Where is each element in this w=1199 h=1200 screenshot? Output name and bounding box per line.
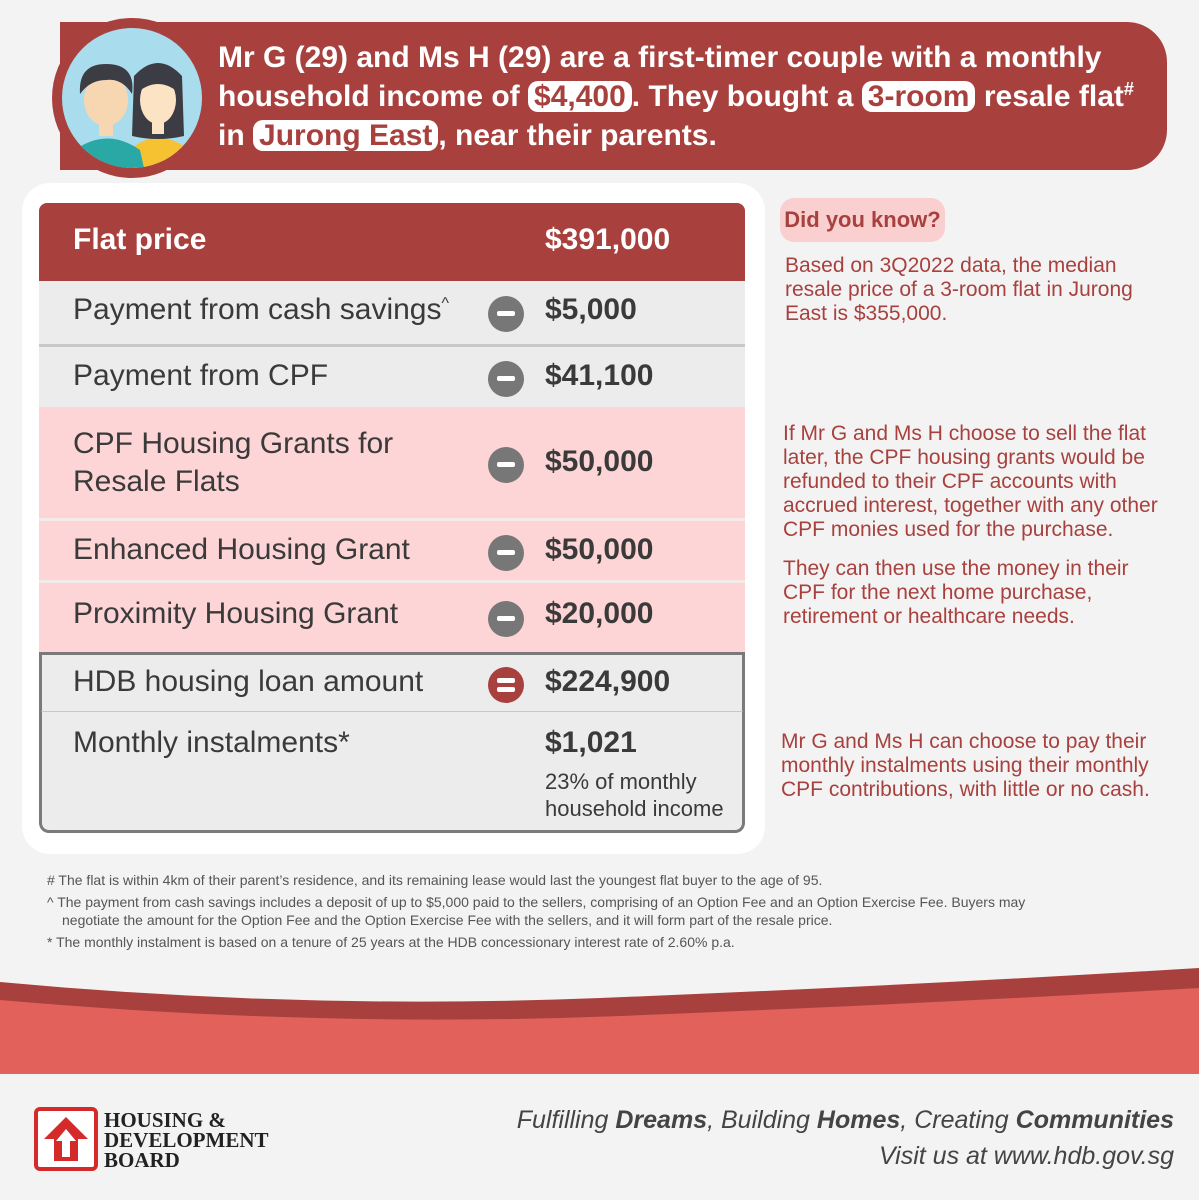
- flat-price-row: [39, 203, 745, 281]
- instalment-payment-note: [781, 730, 1150, 802]
- cpf-label: Payment from CPF: [73, 359, 329, 392]
- tag-part: Communities: [1015, 1106, 1174, 1134]
- cpf-usage-note: [783, 557, 1129, 629]
- note-line: If Mr G and Ms H choose to sell the flat: [783, 422, 1146, 445]
- scenario-line-1: Mr G (29) and Ms H (29) are a first-timer couple with a monthly: [218, 41, 1102, 74]
- text-fragment: , near their parents.: [438, 119, 717, 152]
- enhanced-grant-value: $50,000: [545, 533, 654, 566]
- note-line: CPF for the next home purchase,: [783, 581, 1093, 604]
- flat-price-value: $391,000: [545, 223, 671, 256]
- did-you-know-badge: Did you know?: [780, 198, 945, 242]
- housing-loan-value: $224,900: [545, 665, 671, 698]
- tag-part: Homes: [816, 1106, 901, 1134]
- footnote-line: ^ The payment from cash savings includes a deposit of up to $5,000 paid to the sellers, comprising of an Option Fee and an Option Exercise Fee. Buyers may: [47, 894, 1026, 910]
- grant-refund-note: [783, 422, 1158, 542]
- note-line: CPF monies used for the purchase.: [783, 518, 1114, 541]
- label-line: CPF Housing Grants for: [73, 427, 394, 460]
- org-name: [104, 1110, 269, 1170]
- monthly-instalment-label: Monthly instalments*: [73, 726, 350, 759]
- note-line: East is $355,000.: [785, 302, 948, 325]
- text-fragment: in: [218, 119, 245, 152]
- decorative-waves: [0, 960, 1199, 1080]
- footnote-caret: [47, 893, 1025, 929]
- note-line: Mr G and Ms H can choose to pay their: [781, 730, 1147, 753]
- scenario-line-2: [218, 77, 1158, 116]
- text-fragment: . They bought a: [631, 80, 854, 113]
- note-line: refunded to their CPF accounts with: [783, 470, 1117, 493]
- note-line: resale price of a 3-room flat in Jurong: [785, 278, 1133, 301]
- housing-loan-label: HDB housing loan amount: [73, 665, 424, 698]
- enhanced-grant-label: Enhanced Housing Grant: [73, 533, 410, 566]
- text-fragment: resale flat: [983, 80, 1124, 113]
- monthly-instalment-row: [39, 712, 745, 833]
- scenario-line-3: [218, 116, 1158, 155]
- tag-part: Fulfilling: [516, 1106, 609, 1134]
- cpf-grants-value: $50,000: [545, 445, 654, 478]
- minus-icon: [488, 447, 524, 483]
- monthly-instalment-value: $1,021: [545, 726, 637, 759]
- org-line: BOARD: [104, 1148, 180, 1172]
- equals-icon: [488, 667, 524, 703]
- flat-type-highlight: 3-room: [862, 81, 976, 112]
- hash-mark: #: [1123, 79, 1134, 99]
- minus-icon: [488, 535, 524, 571]
- footnote-line: negotiate the amount for the Option Fee and the Option Exercise Fee with the sellers, and it will form part of the resale price.: [62, 912, 833, 928]
- note-line: household income: [545, 796, 724, 821]
- enhanced-grant-row: [39, 521, 745, 583]
- text-fragment: household income of: [218, 80, 520, 113]
- note-line: CPF contributions, with little or no cash.: [781, 778, 1150, 801]
- cpf-value: $41,100: [545, 359, 654, 392]
- tag-part: , Creating: [900, 1106, 1009, 1134]
- minus-icon: [488, 296, 524, 332]
- org-line: DEVELOPMENT: [104, 1128, 269, 1152]
- instalment-income-note: [545, 768, 745, 822]
- flat-price-label: Flat price: [73, 223, 207, 256]
- website-link[interactable]: Visit us at www.hdb.gov.sg: [878, 1142, 1174, 1170]
- minus-icon: [488, 601, 524, 637]
- caret-mark: ^: [441, 295, 449, 312]
- cpf-grants-row: [39, 407, 745, 521]
- housing-loan-row: [39, 652, 745, 714]
- note-line: 23% of monthly: [545, 769, 697, 794]
- median-price-note: [785, 254, 1133, 326]
- proximity-grant-label: Proximity Housing Grant: [73, 597, 399, 630]
- cash-savings-text: Payment from cash savings: [73, 293, 442, 326]
- scenario-text: [218, 38, 1158, 155]
- note-line: monthly instalments using their monthly: [781, 754, 1149, 777]
- proximity-grant-row: [39, 583, 745, 652]
- tag-part: Dreams: [615, 1106, 708, 1134]
- note-line: accrued interest, together with any other: [783, 494, 1158, 517]
- note-line: Based on 3Q2022 data, the median: [785, 254, 1117, 277]
- proximity-grant-value: $20,000: [545, 597, 654, 630]
- note-line: They can then use the money in their: [783, 557, 1129, 580]
- breakdown-table: [39, 203, 745, 833]
- town-highlight: Jurong East: [253, 120, 438, 151]
- footnote-star: * The monthly instalment is based on a tenure of 25 years at the HDB concessionary interest rate of 2.60% p.a.: [47, 934, 735, 950]
- cpf-row: [39, 347, 745, 407]
- income-highlight: $4,400: [528, 81, 632, 112]
- couple-avatar-icon: [62, 28, 202, 168]
- note-line: later, the CPF housing grants would be: [783, 446, 1145, 469]
- org-line: HOUSING &: [104, 1108, 226, 1132]
- minus-icon: [488, 361, 524, 397]
- tagline: [517, 1106, 1174, 1135]
- note-line: retirement or healthcare needs.: [783, 605, 1075, 628]
- hdb-logo-icon: [34, 1107, 98, 1171]
- cpf-grants-label: [73, 425, 393, 501]
- footnote-hash: # The flat is within 4km of their parent’s residence, and its remaining lease would last the youngest flat buyer to the age of 95.: [47, 872, 823, 888]
- tag-part: , Building: [707, 1106, 810, 1134]
- cash-savings-label: [73, 293, 449, 327]
- label-line: Resale Flats: [73, 465, 240, 498]
- cash-savings-row: [39, 281, 745, 347]
- cash-savings-value: $5,000: [545, 293, 637, 326]
